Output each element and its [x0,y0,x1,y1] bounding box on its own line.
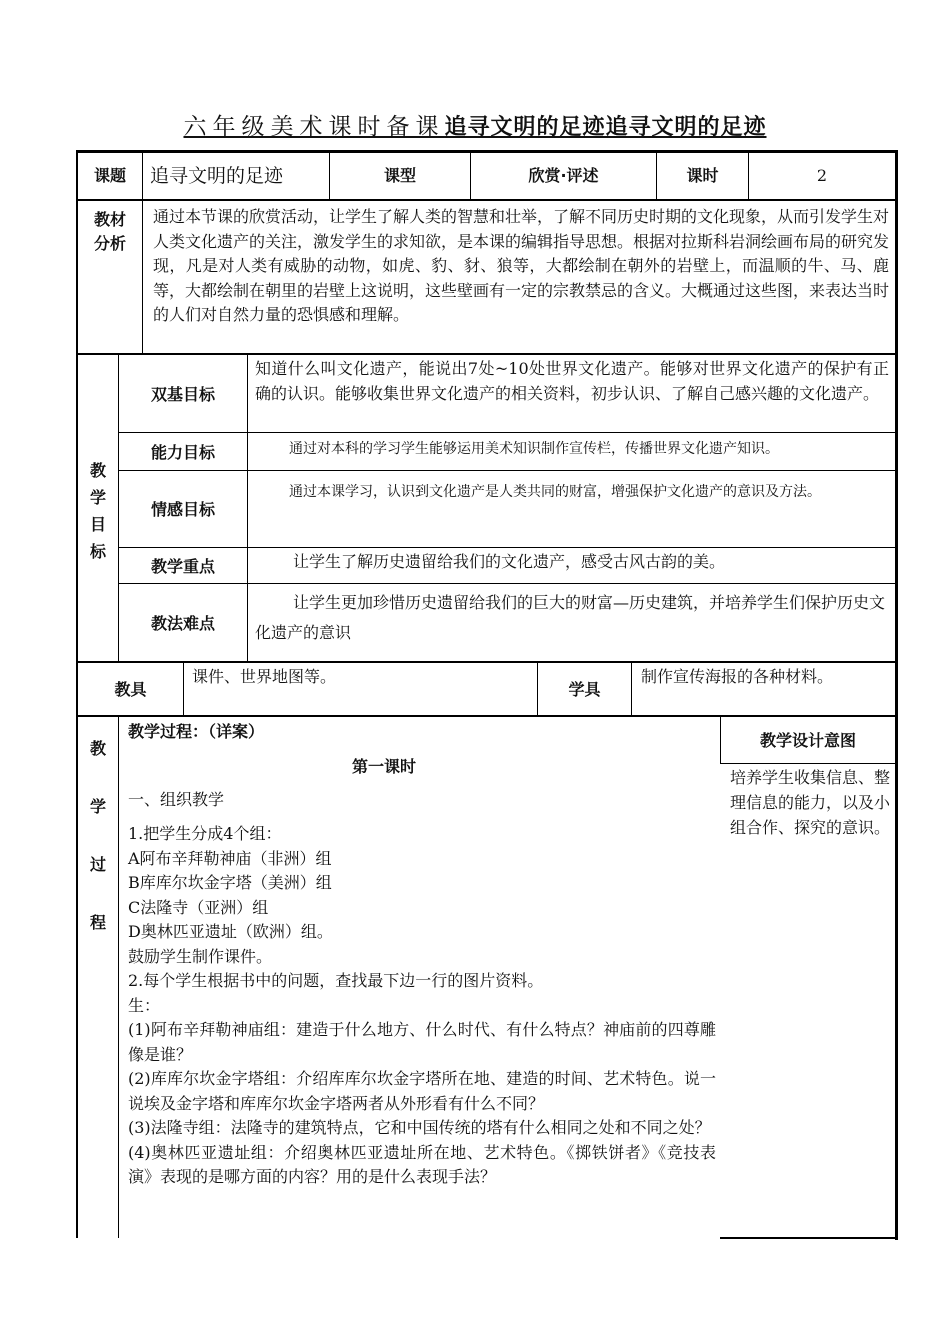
lesson-title: 第一课时 [351,757,416,776]
teacher-tools-label: 教具 [114,680,147,699]
topic-value: 追寻文明的足迹 [150,165,284,187]
objective-text-key: 让学生了解历史遗留给我们的文化遗产，感受古风古韵的美。 [293,552,726,571]
process-line: 生： [128,995,161,1015]
objective-label-key: 教学重点 [150,557,215,576]
process-heading: 教学过程：（详案） [128,722,265,741]
objective-text-ability: 通过对本科的学习学生能够运用美术知识制作宣传栏，传播世界文化遗产知识。 [289,441,779,457]
topic-label: 课题 [93,166,126,185]
design-intent-text: 培养学生收集信息、整理信息的能力，以及小组合作、探究的意识。 [730,768,891,837]
process-line: 鼓励学生制作课件。 [128,946,273,966]
process-line: (3)法隆寺组：法隆寺的建筑特点，它和中国传统的塔有什么相同之处和不同之处？ [128,1118,711,1137]
process-line: (1)阿布辛拜勒神庙组：建造于什么地方、什么时代、有什么特点？神庙前的四尊雕像是谁？ [128,1020,716,1064]
material-text: 通过本节课的欣赏活动，让学生了解人类的智慧和壮举，了解不同历史时期的文化现象，从而引发学生对人类文化遗产的关注，激发学生的求知欲，是本课的编辑指导思想。根据对拉斯科岩洞绘画布局的研究发现，凡是对人类有威胁的动物，如虎、豹、豺、狼等，大都绘制在朝外的岩壁上，而温顺的牛、马、鹿等，大都绘制在朝里的岩壁上这说明，这些壁画有一定的宗教禁忌的含义。大概通过这些图，来表达当时的人们对自然力量的恐惧感和理解。 [153,207,890,324]
process-line: 2.每个学生根据书中的问题，查找最下边一行的图片资料。 [128,971,544,990]
process-line: A阿布辛拜勒神庙（非洲）组 [128,848,332,868]
material-label: 教材 分析 [93,210,126,253]
objectives-label: 教 学 目 标 [89,461,106,561]
process-label: 教 学 过 程 [89,739,106,932]
objective-text-difficulty: 让学生更加珍惜历史遗留给我们的巨大的财富—历史建筑，并培养学生们保护历史文化遗产的意识 [255,593,886,642]
hours-value: 2 [816,166,828,185]
process-line: D奥林匹亚遗址（欧洲）组。 [128,922,333,941]
objective-label-difficulty: 教法难点 [150,614,215,633]
section-heading: 一、组织教学 [128,790,225,809]
design-intent-label: 教学设计意图 [759,731,856,750]
objective-label-basic: 双基目标 [150,385,215,404]
objective-label-ability: 能力目标 [150,443,215,462]
type-label: 课型 [383,166,416,185]
objective-label-emotion: 情感目标 [150,500,215,519]
teacher-tools-value: 课件、世界地图等。 [192,667,337,686]
objective-text-emotion: 通过本课学习，认识到文化遗产是人类共同的财富，增强保护文化遗产的意识及方法。 [289,484,821,500]
student-tools-label: 学具 [568,680,601,699]
process-line: (2)库库尔坎金字塔组：介绍库库尔坎金字塔所在地、建造的时间、艺术特色。说一说埃及金字塔和库库尔坎金字塔两者从外形看有什么不同？ [128,1069,716,1113]
objective-text-basic: 知道什么叫文化遗产，能说出7处~10处世界文化遗产。能够对世界文化遗产的保护有正确的认识。能够收集世界文化遗产的相关资料，初步认识、了解自己感兴趣的文化遗产。 [255,359,889,403]
page-title: 六年级美术课时备课追寻文明的足迹追寻文明的足迹 [183,114,767,140]
process-line: C法隆寺（亚洲）组 [128,897,269,917]
student-tools-value: 制作宣传海报的各种材料。 [641,667,834,686]
process-line: 1.把学生分成4个组： [128,824,282,843]
process-line: B库库尔坎金字塔（美洲）组 [128,873,332,892]
process-body [128,822,716,1190]
hours-label: 课时 [686,166,719,185]
process-line: (4)奥林匹亚遗址组：介绍奥林匹亚遗址所在地、艺术特色。《掷铁饼者》《竞技表演》表现的是哪方面的内容？用的是什么表现手法？ [128,1142,716,1186]
type-value: 欣赏·评述 [528,166,599,185]
